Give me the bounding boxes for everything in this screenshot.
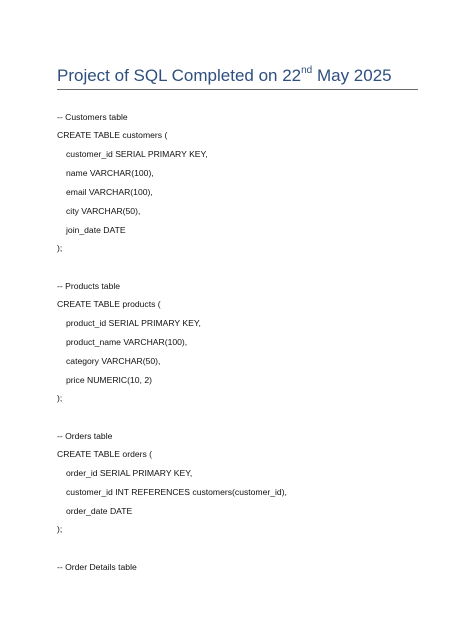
title-underline: [57, 89, 418, 90]
column-order-customer-id: customer_id INT REFERENCES customers(customer_id),: [66, 487, 287, 497]
column-category: category VARCHAR(50),: [66, 356, 161, 366]
title-prefix: Project of SQL Completed on 22: [57, 66, 302, 85]
comment-products-table: -- Products table: [57, 281, 121, 291]
comment-customers-table: -- Customers table: [57, 112, 128, 122]
column-product-id: product_id SERIAL PRIMARY KEY,: [66, 318, 201, 328]
column-name: name VARCHAR(100),: [66, 168, 154, 178]
column-join-date: join_date DATE: [66, 225, 126, 235]
column-product-name: product_name VARCHAR(100),: [66, 337, 188, 347]
column-customer-id: customer_id SERIAL PRIMARY KEY,: [66, 149, 208, 159]
column-city: city VARCHAR(50),: [66, 206, 141, 216]
create-table-orders: CREATE TABLE orders (: [57, 449, 153, 459]
comment-order-details-table: -- Order Details table: [57, 562, 137, 572]
column-order-date: order_date DATE: [66, 506, 133, 516]
column-order-id: order_id SERIAL PRIMARY KEY,: [66, 468, 193, 478]
title-superscript: nd: [301, 65, 313, 77]
close-orders-table: );: [57, 524, 63, 534]
title-suffix: May 2025: [312, 66, 392, 85]
create-table-products: CREATE TABLE products (: [57, 299, 161, 309]
close-products-table: );: [57, 393, 63, 403]
comment-orders-table: -- Orders table: [57, 431, 113, 441]
create-table-customers: CREATE TABLE customers (: [57, 130, 168, 140]
column-price: price NUMERIC(10, 2): [66, 375, 152, 385]
close-customers-table: );: [57, 243, 63, 253]
column-email: email VARCHAR(100),: [66, 187, 153, 197]
document-title: [57, 64, 392, 88]
